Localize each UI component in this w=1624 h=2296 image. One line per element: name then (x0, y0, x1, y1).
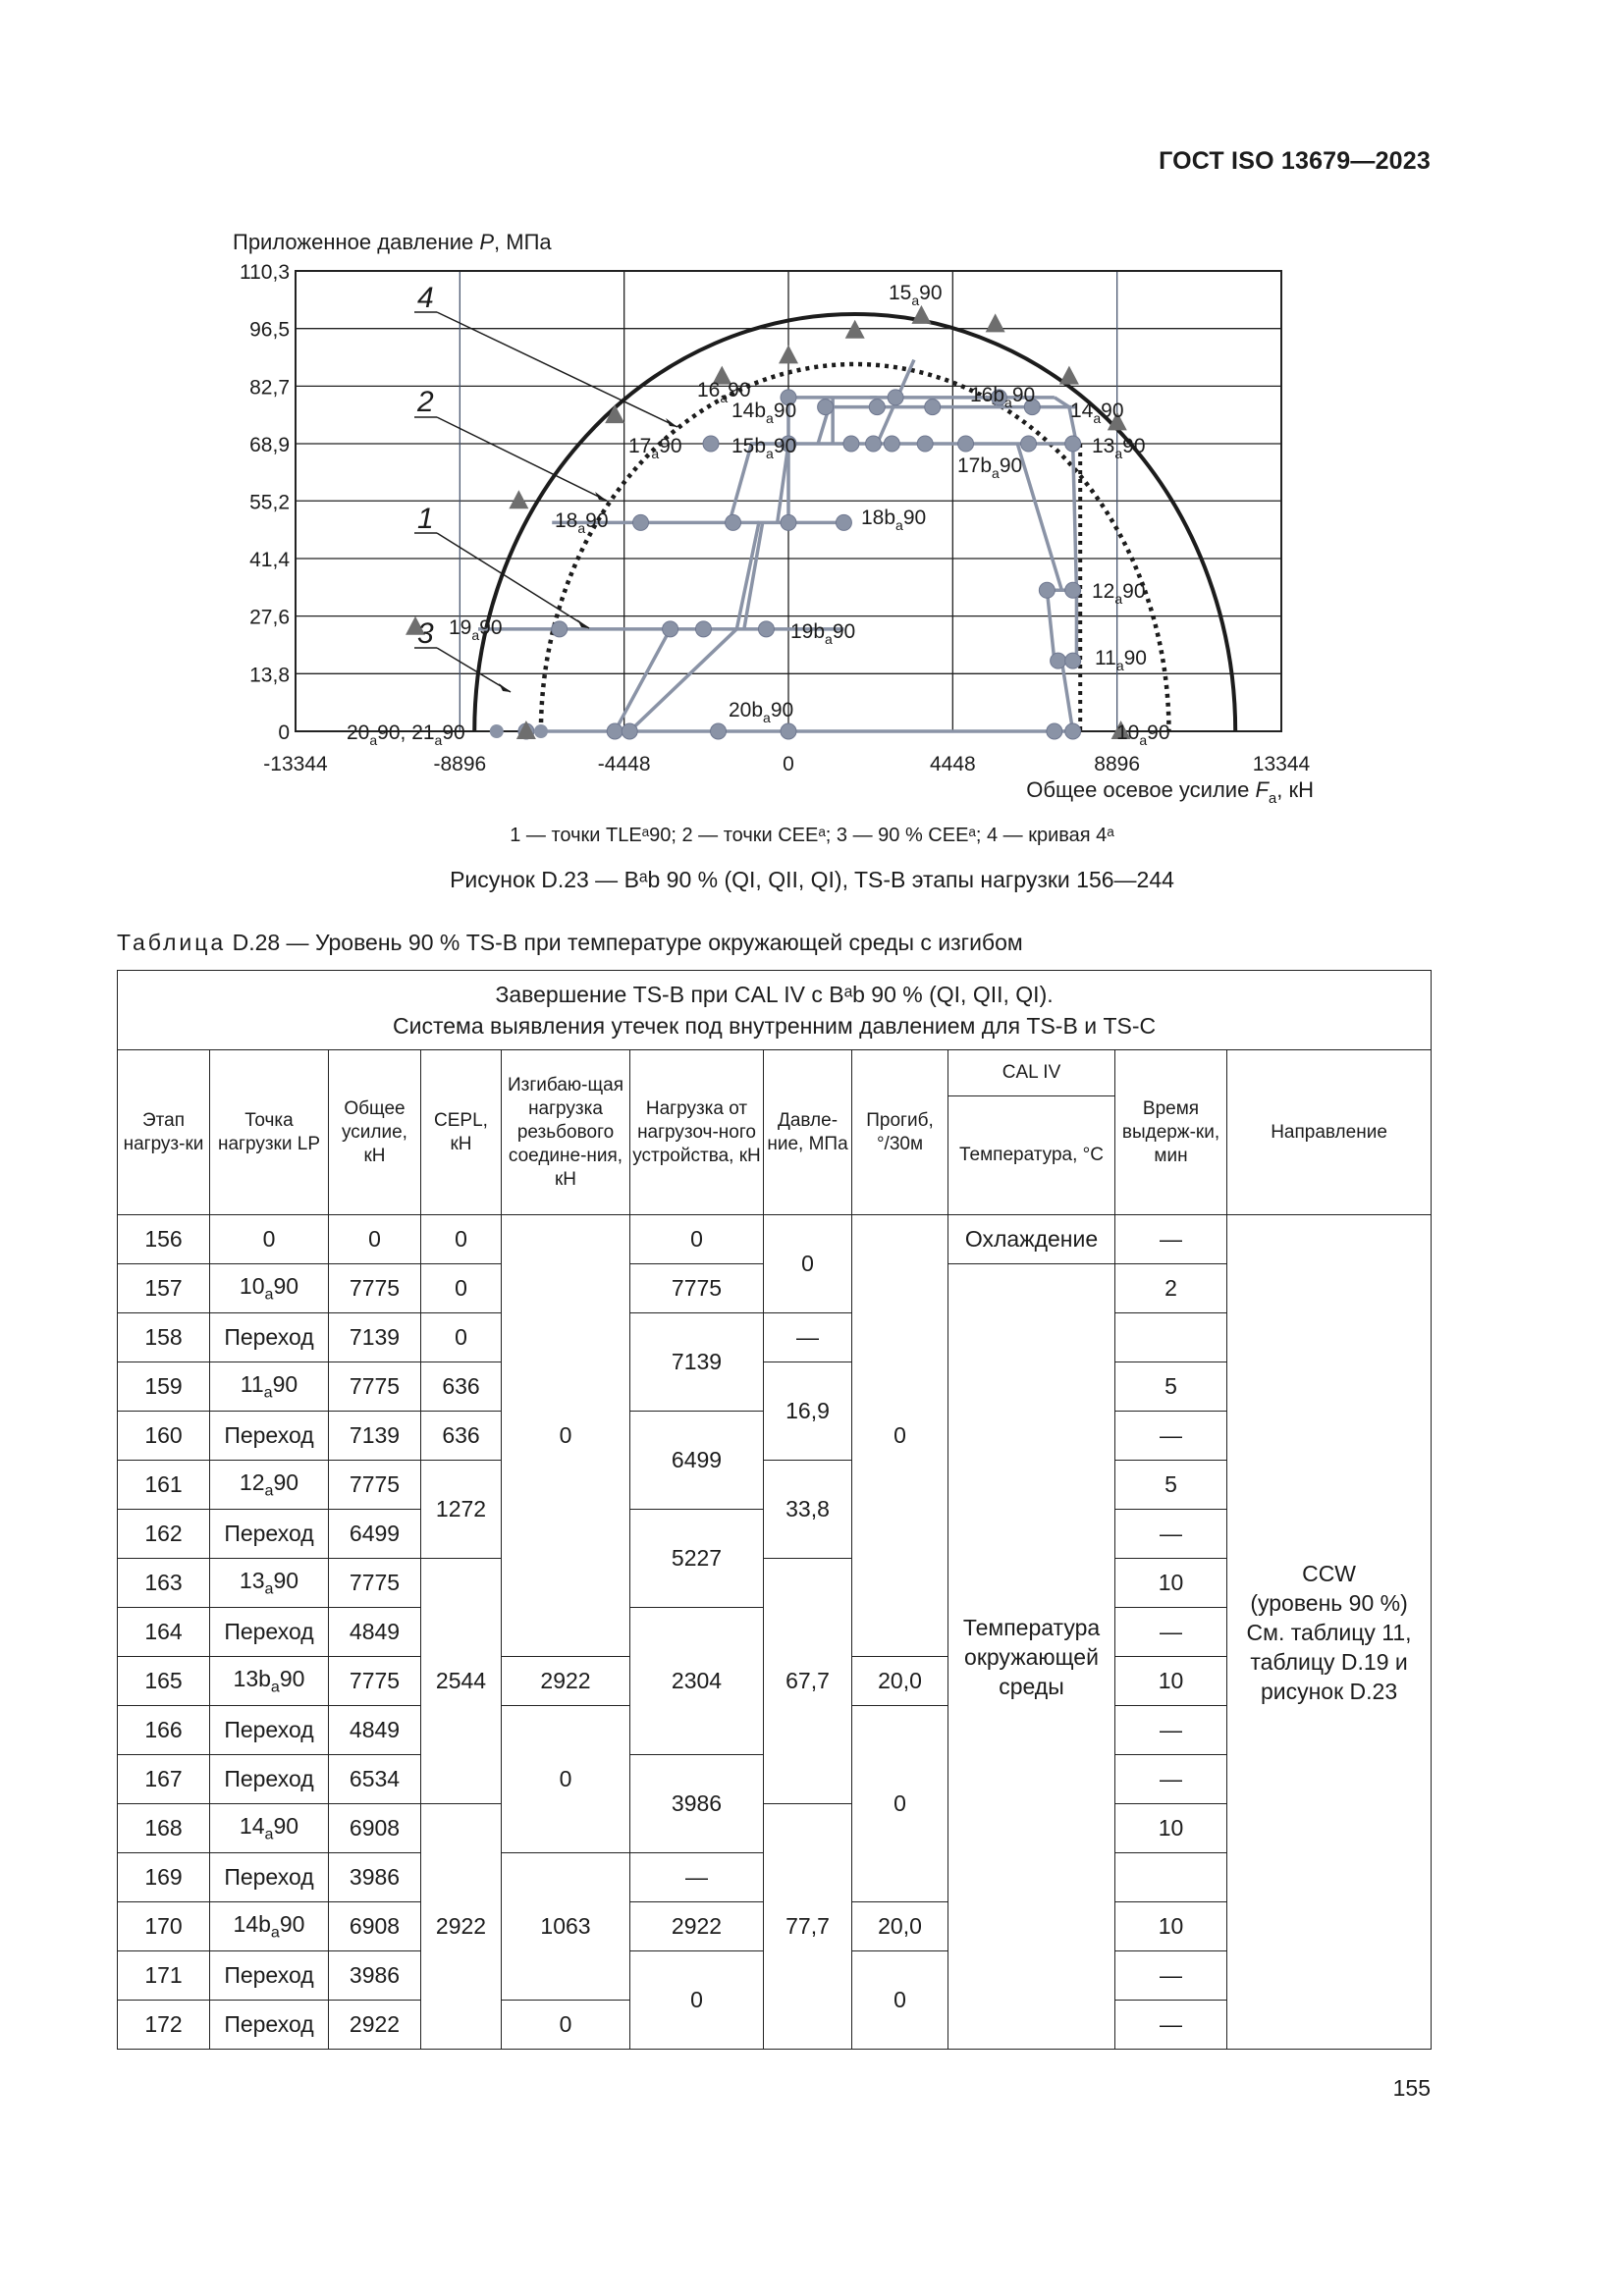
tle-point (534, 724, 548, 738)
temperature-cell: Охлаждение (948, 1215, 1115, 1264)
y-tick-label: 27,6 (249, 606, 290, 629)
curve-label: 1 (417, 503, 434, 535)
point-cell: $14_a90$ (210, 1804, 329, 1853)
load-point (917, 436, 933, 452)
load-point (726, 514, 741, 530)
col-point: Точка нагрузки LP (210, 1050, 329, 1215)
stage-cell: 164 (118, 1608, 210, 1657)
deflection-cell: 0 (852, 1215, 948, 1657)
deflection-cell: 20,0 (852, 1657, 948, 1706)
cepl-cell: 636 (421, 1412, 502, 1461)
y-tick-label: 0 (278, 721, 290, 744)
device-cell: 0 (502, 2001, 630, 2050)
hold-cell: — (1115, 1951, 1227, 2001)
stage-cell: 158 (118, 1313, 210, 1362)
load-path (1061, 661, 1072, 731)
force-cell: 2922 (329, 2001, 421, 2050)
y-tick-label: 13,8 (249, 664, 290, 687)
point-cell: $13b_a90$ (210, 1657, 329, 1706)
point-cell: Переход (210, 1608, 329, 1657)
load-point (1065, 582, 1081, 598)
bending-cell: 0 (502, 1215, 630, 1657)
col-deflection: Прогиб, °/30м (852, 1050, 948, 1215)
point-labels (347, 282, 1170, 748)
pressure-cell: 67,7 (764, 1559, 852, 1804)
load-point (866, 436, 882, 452)
point-label: $16b_a90$ (970, 384, 1036, 410)
bending-cell: 0 (630, 1951, 764, 2050)
point-label: $20b_a90$ (729, 699, 794, 725)
pressure-force-chart (0, 0, 1624, 815)
force-cell: 6908 (329, 1804, 421, 1853)
force-cell: 4849 (329, 1706, 421, 1755)
point-label: $18b_a90$ (861, 507, 927, 533)
data-table (117, 970, 1432, 2050)
table-row (118, 1215, 1432, 1264)
device-cell: 7775 (630, 1264, 764, 1313)
table-merged-header: Завершение TS-B при CAL IV с Bᵃb 90 % (QI, QII, QI). Система выявления утечек под внутренним давлением для TS-B и TS-C (118, 971, 1432, 1050)
stage-cell: 157 (118, 1264, 210, 1313)
cepl-cell: 2922 (421, 1804, 502, 2050)
device-cell: 0 (630, 1215, 764, 1264)
load-point (1047, 723, 1062, 739)
point-label: $15_a90$ (889, 282, 943, 308)
point-label: $10_a90$ (1116, 721, 1170, 748)
stage-cell: 165 (118, 1657, 210, 1706)
col-hold: Время выдерж-ки, мин (1115, 1050, 1227, 1215)
hold-cell: — (630, 1853, 764, 1902)
load-point (758, 621, 774, 637)
force-cell: 7775 (329, 1461, 421, 1510)
device-cell: 3986 (630, 1755, 764, 1853)
pressure-cell: 0 (764, 1215, 852, 1313)
deflection-cell: 20,0 (852, 1902, 948, 1951)
hold-cell: — (1115, 1510, 1227, 1559)
page-number: 155 (1392, 2075, 1431, 2101)
x-tick-label: 8896 (1094, 753, 1141, 775)
stage-cell: 167 (118, 1755, 210, 1804)
hold-cell: — (1115, 1755, 1227, 1804)
stage-cell: 168 (118, 1804, 210, 1853)
point-cell: $11_a90$ (210, 1362, 329, 1412)
load-point (703, 436, 719, 452)
standard-header: ГОСТ ISO 13679—2023 (1159, 147, 1431, 175)
pressure-cell: 33,8 (764, 1461, 852, 1559)
point-label: $15b_a90$ (731, 435, 797, 461)
temperature-cell: Температура окружающей среды (948, 1264, 1115, 2050)
force-cell: 7775 (329, 1264, 421, 1313)
hold-cell: — (1115, 1215, 1227, 1264)
load-path (1017, 444, 1061, 590)
load-point (836, 514, 851, 530)
col-cepl: CEPL, кН (421, 1050, 502, 1215)
curve-label: 3 (417, 617, 434, 650)
hold-cell: 10 (1115, 1559, 1227, 1608)
stage-cell: 166 (118, 1706, 210, 1755)
device-cell: 1063 (502, 1853, 630, 2001)
hold-cell: 5 (1115, 1362, 1227, 1412)
cepl-cell: 636 (421, 1362, 502, 1412)
point-cell: Переход (210, 1853, 329, 1902)
load-point (622, 723, 637, 739)
point-label: $17_a90$ (628, 435, 682, 461)
figure-legend: 1 — точки TLEᵃ90; 2 — точки CEEᵃ; 3 — 90 % CEEᵃ; 4 — кривая 4ᵃ (510, 825, 1114, 846)
device-cell: 2304 (630, 1608, 764, 1755)
point-cell: Переход (210, 1706, 329, 1755)
col-force: Общее усилие, кН (329, 1050, 421, 1215)
x-tick-label: -8896 (433, 753, 487, 775)
stage-cell: 163 (118, 1559, 210, 1608)
load-path (1073, 444, 1077, 590)
point-label: $13_a90$ (1092, 435, 1146, 461)
point-label: $12_a90$ (1092, 580, 1146, 607)
stage-cell: 162 (118, 1510, 210, 1559)
load-point (1039, 582, 1055, 598)
cepl-cell: 0 (421, 1264, 502, 1313)
stage-cell: 169 (118, 1853, 210, 1902)
x-tick-label: 4448 (929, 753, 976, 775)
x-tick-label: 13344 (1252, 753, 1311, 775)
point-cell: 0 (210, 1215, 329, 1264)
hold-cell: 5 (1115, 1461, 1227, 1510)
hold-cell: — (1115, 1608, 1227, 1657)
y-tick-label: 96,5 (249, 318, 290, 342)
point-label: $18_a90$ (555, 509, 609, 536)
hold-cell: — (1115, 1706, 1227, 1755)
stage-cell: 172 (118, 2001, 210, 2050)
point-label: $19b_a90$ (790, 620, 856, 647)
force-cell: 3986 (329, 1853, 421, 1902)
device-cell: 7139 (630, 1313, 764, 1412)
load-point (958, 436, 974, 452)
load-point (869, 400, 885, 415)
load-point (711, 723, 727, 739)
point-label: $17b_a90$ (957, 454, 1023, 481)
point-cell: Переход (210, 1412, 329, 1461)
stage-cell: 160 (118, 1412, 210, 1461)
x-tick-label: -4448 (597, 753, 651, 775)
load-point (663, 621, 678, 637)
point-label: $19_a90$ (449, 616, 503, 643)
stage-cell: 161 (118, 1461, 210, 1510)
pressure-cell: 77,7 (764, 1804, 852, 2050)
pressure-cell: 16,9 (764, 1362, 852, 1461)
deflection-cell: 0 (852, 1951, 948, 2050)
hold-cell: — (764, 1313, 852, 1362)
point-label: $20_a90$, $21_a90$ (347, 721, 465, 748)
col-stage: Этап нагруз-ки (118, 1050, 210, 1215)
leader-arrowhead (499, 683, 511, 692)
x-tick-label: 0 (783, 753, 794, 775)
bending-cell: 0 (502, 1706, 630, 1853)
force-cell: 7139 (329, 1313, 421, 1362)
cee-triangle (779, 345, 798, 363)
load-point (781, 514, 796, 530)
load-point (888, 390, 903, 405)
load-path (1047, 590, 1076, 661)
force-cell: 0 (329, 1215, 421, 1264)
force-cell: 4849 (329, 1608, 421, 1657)
force-cell: 7139 (329, 1412, 421, 1461)
load-point (843, 436, 859, 452)
cepl-cell: 0 (421, 1215, 502, 1264)
hold-cell: 10 (1115, 1657, 1227, 1706)
leader-arrowhead (577, 619, 589, 628)
load-point (818, 400, 834, 415)
direction-cell: CCW (уровень 90 %) См. таблицу 11, таблицу D.19 и рисунок D.23 (1227, 1215, 1432, 2050)
stage-cell: 170 (118, 1902, 210, 1951)
table-title: Таблица D.28 — Уровень 90 % TS-B при температуре окружающей среды с изгибом (117, 930, 1023, 955)
load-point (1065, 723, 1081, 739)
point-cell: $10_a90$ (210, 1264, 329, 1313)
hold-cell: — (1115, 1412, 1227, 1461)
col-direction: Направление (1227, 1050, 1432, 1215)
figure-caption: Рисунок D.23 — Bᵃb 90 % (QI, QII, QI), TS-B этапы нагрузки 156—244 (450, 867, 1174, 892)
load-point (552, 621, 568, 637)
point-label: $14_a90$ (1070, 400, 1124, 426)
point-label: $14b_a90$ (731, 400, 797, 426)
y-axis-title: Приложенное давление P, МПа (233, 230, 552, 254)
point-cell: Переход (210, 1755, 329, 1804)
point-cell: Переход (210, 1510, 329, 1559)
point-cell: Переход (210, 1951, 329, 2001)
force-cell: 7775 (329, 1657, 421, 1706)
hold-cell: 10 (1115, 1804, 1227, 1853)
load-point (884, 436, 899, 452)
cee-triangle (986, 313, 1005, 332)
load-point (633, 514, 649, 530)
load-point (695, 621, 711, 637)
col-device: Нагрузка от нагрузоч-ного устройства, кН (630, 1050, 764, 1215)
cee-triangle (509, 490, 528, 508)
stage-cell: 171 (118, 1951, 210, 2001)
x-tick-label: -13344 (263, 753, 328, 775)
point-cell: $13_a90$ (210, 1559, 329, 1608)
load-point (607, 723, 623, 739)
hold-cell: — (1115, 2001, 1227, 2050)
point-cell: $14b_a90$ (210, 1902, 329, 1951)
y-tick-label: 110,3 (240, 261, 290, 284)
curve-leader-line (437, 312, 677, 427)
force-cell: 6499 (329, 1510, 421, 1559)
curve-label: 4 (417, 282, 434, 314)
cepl-cell: 2544 (421, 1559, 502, 1804)
col-bending: Изгибаю-щая нагрузка резьбового соедине-ния, кН (502, 1050, 630, 1215)
bending-cell: 2922 (630, 1902, 764, 1951)
point-label: $16_a90$ (697, 379, 751, 405)
curve-leader-line (437, 417, 607, 501)
stage-cell: 156 (118, 1215, 210, 1264)
x-axis-title: Общее осевое усилие $F_a$, кН (1026, 777, 1314, 807)
bending-cell: 2922 (502, 1657, 630, 1706)
load-point (1065, 436, 1081, 452)
force-cell: 6534 (329, 1755, 421, 1804)
cepl-cell: 1272 (421, 1461, 502, 1559)
load-point (1051, 653, 1066, 668)
col-temperature: Температура, °C (948, 1096, 1115, 1215)
point-label: $11_a90$ (1095, 647, 1147, 673)
curve-label: 2 (417, 386, 434, 418)
curve-leader-line (437, 648, 511, 692)
load-point (1021, 436, 1037, 452)
load-point (925, 400, 941, 415)
y-tick-label: 68,9 (249, 434, 290, 457)
point-cell: Переход (210, 1313, 329, 1362)
point-cell: Переход (210, 2001, 329, 2050)
hold-cell: 2 (1115, 1264, 1227, 1313)
force-cell: 7775 (329, 1559, 421, 1608)
deflection-cell: 0 (852, 1706, 948, 1902)
y-tick-label: 55,2 (249, 491, 290, 514)
hold-cell: 10 (1115, 1902, 1227, 1951)
device-cell: 6499 (630, 1412, 764, 1510)
force-cell: 7775 (329, 1362, 421, 1412)
point-cell: $12_a90$ (210, 1461, 329, 1510)
tle-point (490, 724, 504, 738)
load-point (1065, 653, 1081, 668)
col-cal: CAL IV (948, 1050, 1115, 1096)
device-cell: 5227 (630, 1510, 764, 1608)
y-tick-label: 82,7 (249, 376, 290, 400)
force-cell: 3986 (329, 1951, 421, 2001)
stage-cell: 159 (118, 1362, 210, 1412)
y-tick-label: 41,4 (249, 548, 290, 571)
cepl-cell: 0 (421, 1313, 502, 1362)
force-cell: 6908 (329, 1902, 421, 1951)
load-point (781, 723, 796, 739)
col-pressure: Давле-ние, МПа (764, 1050, 852, 1215)
cee-triangle (1059, 366, 1079, 385)
